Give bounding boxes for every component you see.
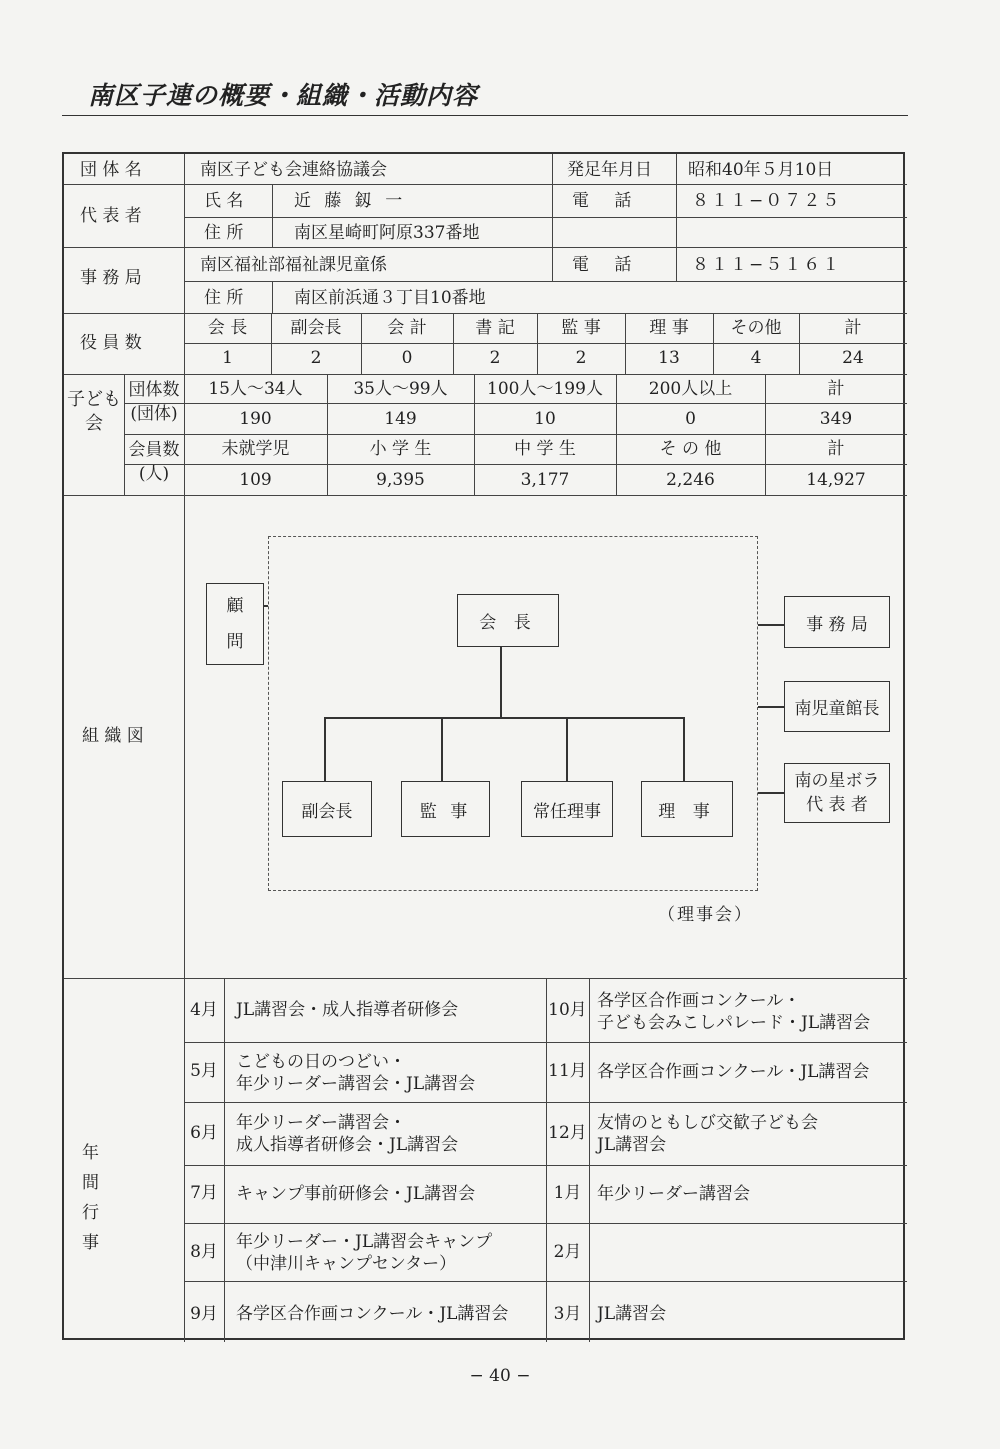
members-header: 中 学 生 <box>514 439 576 459</box>
officer-value: 2 <box>575 348 587 368</box>
officer-value: 1 <box>222 348 233 368</box>
event-month: 7月 <box>190 1183 218 1203</box>
rep-addr: 南区星崎町阿原337番地 <box>294 223 480 243</box>
members-header: 小 学 生 <box>369 439 432 459</box>
standing-director-box: 常任理事 <box>521 781 613 837</box>
officer-header: 監 事 <box>561 318 601 338</box>
members-label: 会員数 (人) <box>128 440 180 484</box>
office-addr: 南区前浜通３丁目10番地 <box>294 288 486 308</box>
office-tel-label: 電 話 <box>572 255 642 275</box>
event-month: 8月 <box>190 1242 218 1262</box>
officer-header: その他 <box>730 318 782 338</box>
members-header: 計 <box>827 439 845 459</box>
childrens-hall-box: 南児童館長 <box>784 681 890 732</box>
event-month: 1月 <box>553 1183 582 1203</box>
event-text: 各学区合作画コンクール・ 子ども会みこしパレード・JL講習会 <box>597 991 871 1033</box>
groups-header: 15人〜34人 <box>208 379 303 399</box>
info-table <box>62 152 905 1340</box>
officer-header: 会 長 <box>207 318 248 338</box>
event-text: 年少リーダー・JL講習会キャンプ （中津川キャンプセンター） <box>236 1232 493 1274</box>
auditor-box: 監 事 <box>401 781 490 837</box>
officer-value: 4 <box>750 348 762 368</box>
event-text: JL講習会 <box>597 1304 667 1324</box>
groups-value: 190 <box>239 409 272 429</box>
label-dantai-mei: 団 体 名 <box>80 160 142 180</box>
office-addr-label: 住 所 <box>204 288 244 308</box>
rep-addr-label: 住 所 <box>204 223 244 243</box>
officer-value: 2 <box>489 348 501 368</box>
members-value: 3,177 <box>520 470 570 490</box>
event-month: 3月 <box>553 1304 582 1324</box>
advisor-box: 顧 問 <box>206 583 264 665</box>
event-month: 9月 <box>190 1304 218 1324</box>
officer-header: 書 記 <box>475 318 515 338</box>
event-text: 各学区合作画コンクール・JL講習会 <box>597 1062 870 1082</box>
officer-value: 0 <box>401 348 413 368</box>
members-value: 2,246 <box>666 470 715 490</box>
members-header: そ の 他 <box>659 439 722 459</box>
title-rule <box>62 115 908 116</box>
office-tel: ８１１−５１６１ <box>692 255 842 275</box>
groups-value: 149 <box>384 409 417 429</box>
label-nenkan-gyoji: 年 間 行 事 <box>82 1143 102 1253</box>
founded-date: 昭和40年５月10日 <box>688 160 834 180</box>
org-name: 南区子ども会連絡協議会 <box>200 160 387 180</box>
president-box: 会 長 <box>457 594 559 647</box>
groups-value: 349 <box>819 409 853 429</box>
event-month: 5月 <box>190 1061 218 1081</box>
label-daihyosha: 代 表 者 <box>80 206 142 226</box>
office-box: 事 務 局 <box>784 596 890 648</box>
event-text: 年少リーダー講習会 <box>597 1184 750 1204</box>
officer-header: 会 計 <box>387 318 427 338</box>
board-caption: （理事会） <box>658 905 753 925</box>
groups-header: 35人〜99人 <box>353 379 448 399</box>
office-name: 南区福祉部福祉課児童係 <box>200 255 387 275</box>
event-text: 年少リーダー講習会・ 成人指導者研修会・JL講習会 <box>236 1113 459 1155</box>
members-header: 未就学児 <box>221 439 290 459</box>
event-month: 4月 <box>190 1000 218 1020</box>
officer-header: 副会長 <box>290 318 342 338</box>
groups-header: 計 <box>827 379 845 399</box>
officer-value: 2 <box>310 348 322 368</box>
officer-value: 24 <box>842 348 864 368</box>
founded-label: 発足年月日 <box>567 160 652 180</box>
label-jimukyoku: 事 務 局 <box>80 268 142 288</box>
rep-tel: ８１１−０７２５ <box>692 191 842 211</box>
page-title: 南区子連の概要・組織・活動内容 <box>88 81 479 110</box>
rep-name: 近 藤 釼 一 <box>294 191 407 211</box>
director-box: 理 事 <box>641 781 733 837</box>
groups-value: 10 <box>534 409 556 429</box>
event-text: キャンプ事前研修会・JL講習会 <box>236 1184 476 1204</box>
event-month: 10月 <box>548 1000 587 1020</box>
officer-value: 13 <box>658 348 680 368</box>
label-yakuin-su: 役 員 数 <box>80 333 142 353</box>
officer-header: 理 事 <box>649 318 689 338</box>
event-month: 12月 <box>548 1123 587 1143</box>
vice-president-box: 副会長 <box>282 781 372 837</box>
groups-value: 0 <box>685 409 696 429</box>
event-month: 2月 <box>553 1242 582 1262</box>
event-month: 6月 <box>190 1123 218 1143</box>
officer-header: 計 <box>844 318 862 338</box>
volunteer-rep-box: 南の星ボラ 代 表 者 <box>784 763 890 823</box>
members-value: 9,395 <box>376 470 425 490</box>
event-month: 11月 <box>548 1061 587 1081</box>
rep-name-label: 氏 名 <box>204 191 244 211</box>
groups-header: 100人〜199人 <box>487 379 603 399</box>
label-soshikizu: 組 織 図 <box>82 726 144 746</box>
event-text: JL講習会・成人指導者研修会 <box>236 1000 459 1020</box>
label-kodomokai: 子ども会 <box>67 389 121 434</box>
members-value: 14,927 <box>806 470 866 490</box>
rep-tel-label: 電 話 <box>572 191 642 211</box>
page-number: − 40 − <box>469 1366 531 1386</box>
board-dashed-frame <box>268 536 758 891</box>
event-text: 友情のともしび交歓子ども会 JL講習会 <box>597 1113 818 1155</box>
event-text: 各学区合作画コンクール・JL講習会 <box>236 1304 509 1324</box>
groups-header: 200人以上 <box>648 379 733 399</box>
groups-label: 団体数 (団体) <box>128 380 180 424</box>
event-text: こどもの日のつどい・ 年少リーダー講習会・JL講習会 <box>236 1052 476 1094</box>
members-value: 109 <box>239 470 272 490</box>
